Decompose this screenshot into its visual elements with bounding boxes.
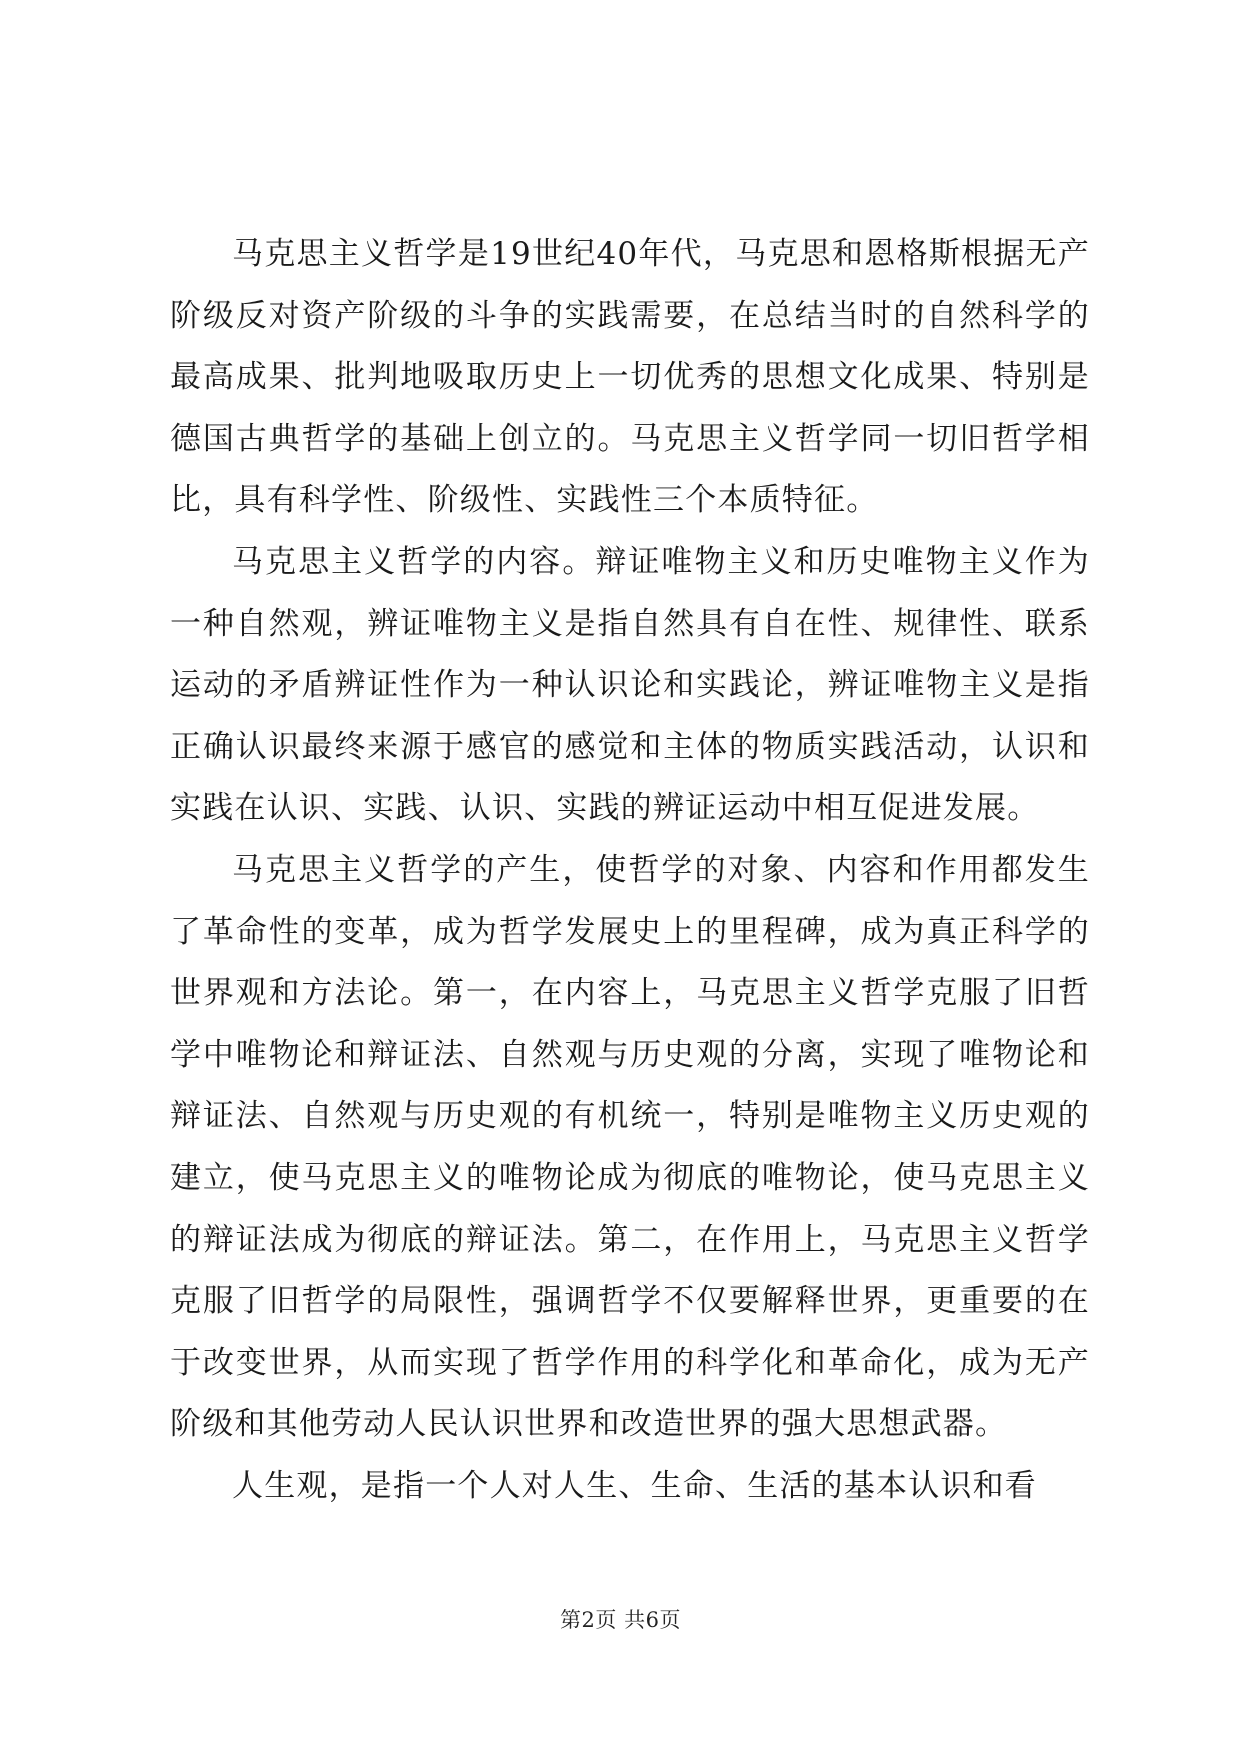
paragraph-outlook-on-life: 人生观，是指一个人对人生、生命、生活的基本认识和看	[232, 1467, 1037, 1504]
paragraph-origin-of-marxist-philosophy: 马克思主义哲学是19世纪40年代，马克思和恩格斯根据无产阶级反对资产阶级的斗争的实践需要，在总结当时的自然科学的最高成果、批判地吸取历史上一切优秀的思想文化成果、特别是德国古典哲学的基础上创立的。马克思主义哲学同一切旧哲学相比，具有科学性、阶级性、实践性三个本质特征。	[170, 236, 1090, 519]
paragraph-content-of-marxist-philosophy: 马克思主义哲学的内容。辩证唯物主义和历史唯物主义作为一种自然观，辨证唯物主义是指自然具有自在性、规律性、联系运动的矛盾辨证性作为一种认识论和实践论，辨证唯物主义是指正确认识最终来源于感官的感觉和主体的物质实践活动，认识和实践在认识、实践、认识、实践的辨证运动中相互促进发展。	[170, 543, 1090, 827]
document-body	[170, 224, 1090, 1517]
paragraph-significance-of-marxist-philosophy: 马克思主义哲学的产生，使哲学的对象、内容和作用都发生了革命性的变革，成为哲学发展史上的里程碑，成为真正科学的世界观和方法论。第一，在内容上，马克思主义哲学克服了旧哲学中唯物论和辩证法、自然观与历史观的分离，实现了唯物论和辩证法、自然观与历史观的有机统一，特别是唯物主义历史观的建立，使马克思主义的唯物论成为彻底的唯物论，使马克思主义的辩证法成为彻底的辩证法。第二，在作用上，马克思主义哲学克服了旧哲学的局限性，强调哲学不仅要解释世界，更重要的在于改变世界，从而实现了哲学作用的科学化和革命化，成为无产阶级和其他劳动人民认识世界和改造世界的强大思想武器。	[170, 851, 1090, 1443]
page-footer	[0, 1606, 1241, 1634]
page-number-label: 第2页 共6页	[560, 1608, 681, 1632]
